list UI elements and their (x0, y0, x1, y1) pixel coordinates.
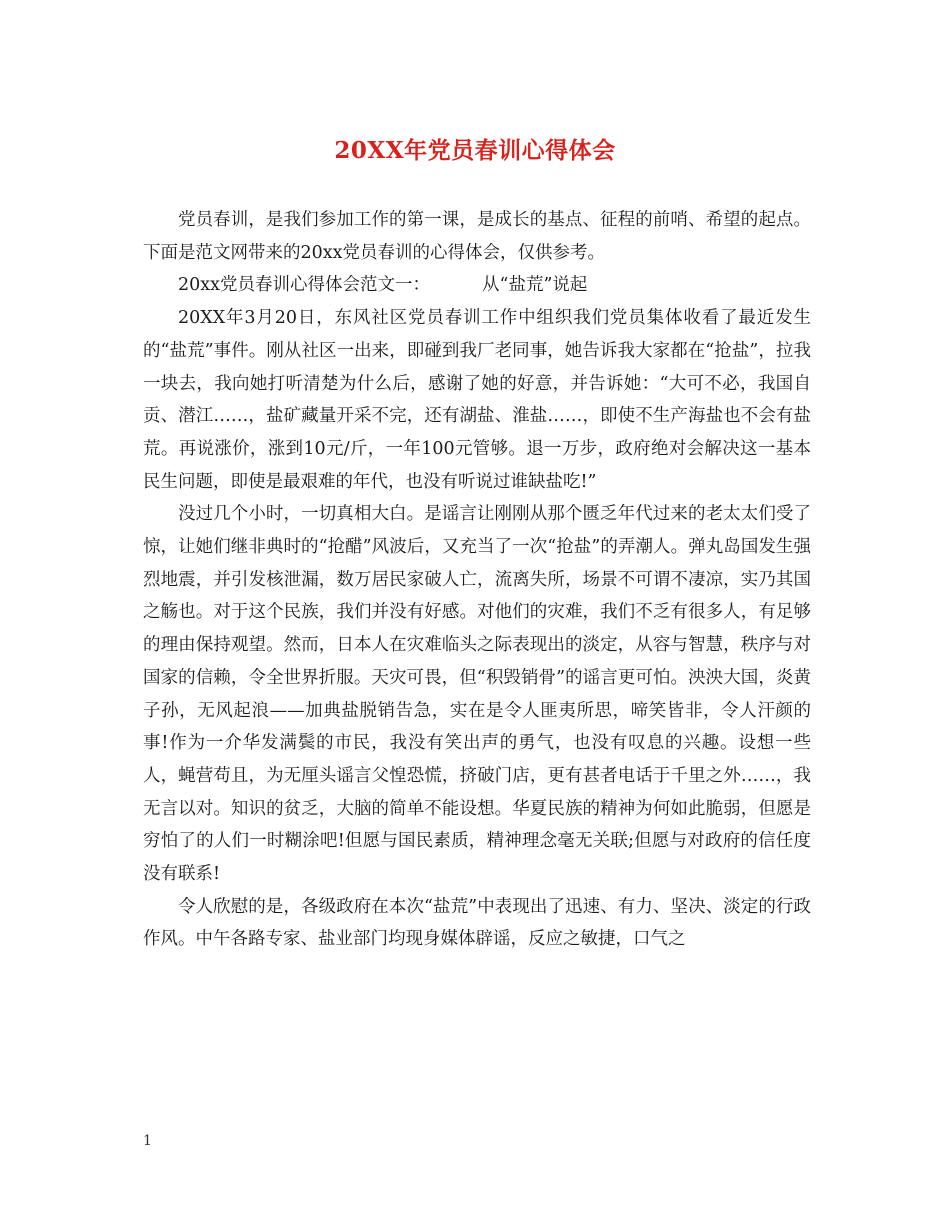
sample-label: 20xx党员春训心得体会范文一： (178, 275, 431, 296)
body-paragraph-3: 令人欣慰的是，各级政府在本次“盐荒”中表现出了迅速、有力、坚决、淡定的行政作风。中午各路专家、盐业部门均现身媒体辟谣，反应之敏捷，口气之 (143, 896, 811, 950)
document-body (143, 204, 811, 956)
intro-paragraph: 党员春训，是我们参加工作的第一课，是成长的基点、征程的前哨、希望的起点。下面是范文网带来的20xx党员春训的心得体会，仅供参考。 (143, 210, 811, 263)
sample-heading (143, 269, 811, 302)
page-number: 1 (143, 1133, 152, 1149)
sample-subtitle: 从“盐荒”说起 (482, 275, 588, 296)
document-title: 20XX年党员春训心得体会 (334, 137, 616, 164)
body-paragraph-2: 没过几个小时，一切真相大白。是谣言让刚刚从那个匮乏年代过来的老太太们受了惊，让她们继非典时的“抢醋”风波后，又充当了一次“抢盐”的弄潮人。弹丸岛国发生强烈地震，并引发核泄漏，数万居民家破人亡，流离失所，场景不可谓不凄凉，实乃其国之觞也。对于这个民族，我们并没有好感。对他们的灾难，我们不乏有很多人，有足够的理由保持观望。然而，日本人在灾难临头之际表现出的淡定，从容与智慧，秩序与对国家的信赖，令全世界折服。天灾可畏，但“积毁销骨”的谣言更可怕。泱泱大国，炎黄子孙，无风起浪——加典盐脱销告急，实在是令人匪夷所思，啼笑皆非，令人汗颜的事!作为一介华发满鬓的市民，我没有笑出声的勇气，也没有叹息的兴趣。设想一些人，蝇营苟且，为无厘头谣言父惶恐慌，挤破门店，更有甚者电话于千里之外……，我无言以对。知识的贫乏，大脑的简单不能设想。华夏民族的精神为何如此脆弱，但愿是穷怕了的人们一时糊涂吧!但愿与国民素质，精神理念毫无关联;但愿与对政府的信任度没有联系! (143, 504, 811, 885)
body-paragraph-1: 20XX年3月20日，东风社区党员春训工作中组织我们党员集体收看了最近发生的“盐荒”事件。刚从社区一出来，即碰到我厂老同事，她告诉我大家都在“抢盐”，拉我一块去，我向她打听清楚为什么后，感谢了她的好意，并告诉她：“大可不必，我国自贡、潜江……，盐矿藏量开采不完，还有湖盐、淮盐……，即使不生产海盐也不会有盐荒。再说涨价，涨到10元/斤，一年100元管够。退一万步，政府绝对会解决这一基本民生问题，即使是最艰难的年代，也没有听说过谁缺盐吃!” (143, 308, 811, 492)
